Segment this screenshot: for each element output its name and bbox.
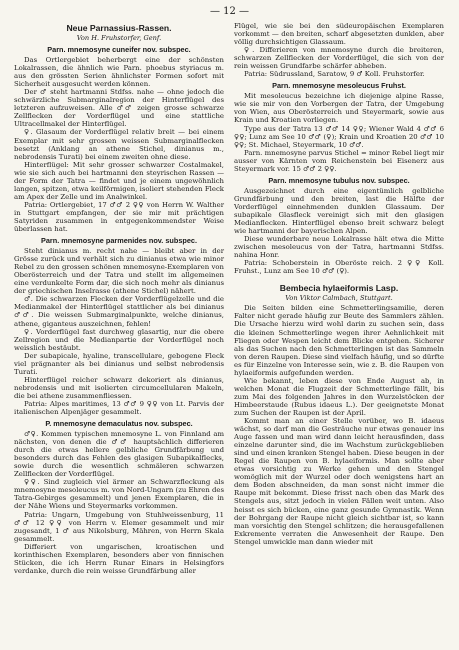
body-paragraph: ♀. Vorderflügel fast durchweg glasartig, nur die obere Zellregion und die Medianpartie der Vorderflügel noch weisslich bestäubt. [14, 327, 224, 352]
body-paragraph: Patria: Schoberstein in Oberöste reich. 2 ♀♀ Koll. Fruhst., Lunz am See 10 ♂♂ (♀). [234, 259, 444, 276]
body-paragraph: Patria: Ungarn, Umgebung von Stuhlweissenburg, 11 ♂♂ 12 ♀♀ von Herrn v. Elemer gesammelt und mir zugesandt, 1 ♂ aus Nikolsburg, Mähren, von Herrn Skala gesammelt. [14, 510, 224, 543]
body-paragraph: Ausgezeichnet durch eine eigentümlich gelbliche Grundfärbung und den breiten, last die Hälfte der Vorderflügel einnehmenden dunklen Glassaum. Der subapikale Glasfleck vereinigt sich mit den glasigen Medianflecken. Hinterflügel ebenso breit schwarz belegt wie hartmanni der bayerischen Alpen. [234, 186, 444, 236]
article-author: Von Viktor Calmbach, Stuttgart. [285, 294, 393, 303]
body-paragraph: Flügel, wie sie bei den südeuropäischen Exemplaren vorkommt — den breiten, scharf abgesetzten dunklen, aber völlig durchsichtigen Glassaum. [234, 22, 444, 47]
body-paragraph: Mit mesoleucus bezeichne ich diejenige alpine Rasse, wie sie mir von den Vorbergen der Tatra, der Umgebung von Wien, aus Oberösterreich und Steyermark, sowie aus Krain und Kroatien vorliegen. [234, 92, 444, 125]
body-paragraph: ♀. Glasaum der Vorderflügel relativ breit — bei einem Exemplar mit sehr grossen weissen Submarginalflecken besetzt (Anklang an athene Stichel, dinianus m., nebrodensis Turati) bei einem zweiten ohne diese. [14, 128, 224, 161]
body-paragraph: Hinterflügel: Mit sehr grosser schwarzer Costalmakel, wie sie sich auch bei hartmanni den steyrischen Rassen — der Form der Tatra — findet und je einem ungewöhnlich langen, spitzen, etwa keilförmigen, isoliert stehenden Fleck am Apex der Zelle und im Analwinkel. [14, 160, 224, 201]
body-paragraph: Das Ortlergebiet beherbergt eine der schönsten Lokalrassen, die ähnlich wie Parn. phoebus styriacus m. aus den grössten Serien ähnlichster Formen sofort mit Sicherheit ausgesucht werden können. [14, 56, 224, 89]
section-heading: Parn. mnemosyne tubulus nov. subspec. [268, 175, 410, 185]
body-paragraph: ♂. Die schwarzen Flecken der Vorderflügelzelle und die Medianmakel der Hinterflügel stattlicher als bei dinianus ♂♂. Die weissen Submarginalpunkte, welche dinianus, athene, giganteus auszeichnen, fehlen! [14, 295, 224, 328]
body-paragraph: Type aus der Tatra 13 ♂♂ 14 ♀♀; Wiener Wald 4 ♂♂ 6 ♀♀; Lunz am See 10 ♂♂ (♀); Krain und Kroatien 20 ♂♂ 10 ♀♀; St. Michael, Steyermark, 10 ♂♂. [234, 124, 444, 149]
section-spacer [234, 275, 444, 282]
article-title: Bembecia hylaeiformis Lasp. [279, 283, 399, 294]
left-column [14, 22, 224, 575]
body-paragraph: Patria: Alpes maritimes, 13 ♂♂ 9 ♀♀ von Lt. Parvis der italienischen Alpenjäger gesammelt. [14, 399, 224, 417]
body-paragraph: ♂♀. Kommen typischen mnemosyne L. von Finnland am nächsten, von denen die ♂♂ hauptsächlich differieren durch die etwas hellere gelbliche Grundfärbung und besonders durch das Fehlen des glasigen Subapikalflecks, sowie durch die wesentlich schmäleren schwarzen Zellflecken der Vorderflügel. [14, 430, 224, 479]
body-paragraph: Die Seiten bilden eine Schmetterlingsamilie, deren Falter nicht gerade häufig zur Beute des Sammlers zählen. Die Ursache hierzu wird wohl darin zu suchen sein, dass die kleinen Schmetterlinge wegen ihrer Aehnlichkeit mit Fliegen oder Wespen leicht dem Blicke entgehen. Sicherer als das Suchen nach den Schmetterlingen ist das Sammeln von deren Raupen. Diese sind vielfach häufig, und so dürfte es für Einzelne von Interesse sein, wie z. B. die Raupen von hylaeiformis aufgefunden werden. [234, 304, 444, 377]
body-paragraph: Patria: Ortlergebiet, 17 ♂♂ 2 ♀♀ von Herrn W. Walther in Stuttgart empfangen, der sie mir mit prächtigen Satyriden zusammen in entgegenkommendster Weise überlassen hat. [14, 200, 224, 234]
body-paragraph: Der subapicale, hyaline, transcellulare, gebogene Fleck viel prägnanter als bei dinianus und selbst nebrodensis Turati. [14, 351, 224, 376]
right-column [234, 22, 444, 546]
body-paragraph: Hinterflügel reicher schwarz dekoriert als dinianus, nebrodensis und mit isolierten circumcellularen Makeln, die bei athene zusammenfliessen. [14, 375, 224, 400]
section-heading: Parn. mnemosyne parmenides nov. subspec. [41, 236, 197, 246]
body-paragraph: ♀♀. Sind zugleich viel ärmer an Schwarzfleckung als mnemosyne mesoleucus m. von Nord-Ungarn (zu Ehren des Tatra-Gebirges gesammelt) und jenen Exemplaren, die in der Nähe Wiens und Steyermarks vorkommen. [14, 478, 224, 511]
body-paragraph: Differiert von ungarischen, kroatischen und korinthischen Exemplaren, besonders aber von finnischen Stücken, die ich Herrn Runar Einars in Helsingfors verdanke, durch die rein weisse Grundfärbung aller [14, 542, 224, 575]
article-title: Neue Parnassius-Rassen. [66, 23, 172, 33]
section-heading: Parn. mnemosyne cuneifer nov. subspec. [47, 45, 191, 55]
page-number: — 12 — [209, 6, 250, 17]
body-paragraph: Diese wunderbare neue Lokalrasse hält etwa die Mitte zwischen mesoleucus von der Tatra, hartmanni Stdfss. nahina Honr. [234, 235, 444, 260]
body-paragraph: Kommt man an einer Stelle vorüber, wo B. idaeus wächst, so darf man die Gesträuche nur etwas genauer ins Auge fassen und man wird dann leicht herausfinden, dass einzelne darunter sind, die im Wachstum zurückgeblieben sind und einen kranken Stengel haben. Diese beugen in der Regel die Raupen von B. hylaeiformis. Man sollte aber etwas vorsichtig zu Werke gehen und den Stengel womöglich mit der Wurzel oder doch wenigstens hart an dem Boden abschneiden, da man sonst nicht immer die Raupe mit bekommt. Diese frisst nach oben das Mark des Stengels aus, sitzt jedoch in vielen Fällen weit unten. Also heisst es sich bücken, eine ganz gesunde Gymnastik. Wenn der Bohrgang der Raupe nicht gleich sichtbar ist, so kann man vorsichtig den Stengel schlitzen; die herausgefallenen Exkremente verraten die Anwesenheit der Raupe. Den Stengel umwickle man dann wieder mit [234, 417, 444, 546]
body-paragraph: Parn. mnemosyne parvus Stichel = minor Rebel liegt mir ausser von Kärnten vom Reichenstein bei Eisenerz aus Steyermark vor. 15 ♂♂ 2 ♀♀. [234, 148, 444, 173]
section-heading: P. mnemosyne demaculatus nov. subspec. [45, 419, 193, 429]
body-paragraph: Wie bekannt, leben diese von Ende August ab, in welchen Monat die Flugzeit der Schmetterlinge fällt, bis zum Mai des folgenden Jahres in den Wurzelstöcken der Himbeerstaude (Rubus idaeus L.). Der geeignetste Monat zum Suchen der Raupen ist der April. [234, 376, 444, 417]
section-heading: Parn. mnemosyne mesoleucus Fruhst. [272, 81, 406, 91]
body-paragraph: Patria: Südrussland, Saratow, 9 ♂ Koll. Fruhstorfer. [244, 70, 425, 79]
body-paragraph: Steht dinianus m. recht nahe — bleibt aber in der Grösse zurück und verhält sich zu dinianus etwa wie minor Rebel zu den grossen schönen mnemosyne-Exemplaren von Oberösterreich und der Tatra und stellt im allgemeinen eine verdunkelte Form dar, die sich noch mehr als dinianus der griechischen Inselrasse (athene Stichel) nähert. [14, 247, 224, 296]
body-paragraph: ♀. Differieren von mnemosyne durch die breiteren, schwarzen Zellflecken der Vorderflügel, die sich von der rein weissen Grundfarbe schärfer abheben. [234, 46, 444, 71]
article-author: Von H. Fruhstorfer, Genf. [76, 34, 162, 42]
body-paragraph: Der ♂ steht hartmanni Stdfss. nahe — ohne jedoch die schwärzliche Submarginalregion der Hinterflügel des letzteren aufzuweisen. Alle ♂♂ zeigen grosse schwarze Zellflecken der Vorderflügel und eine stattliche Ultracellmakel der Hinterflügel. [14, 88, 224, 129]
